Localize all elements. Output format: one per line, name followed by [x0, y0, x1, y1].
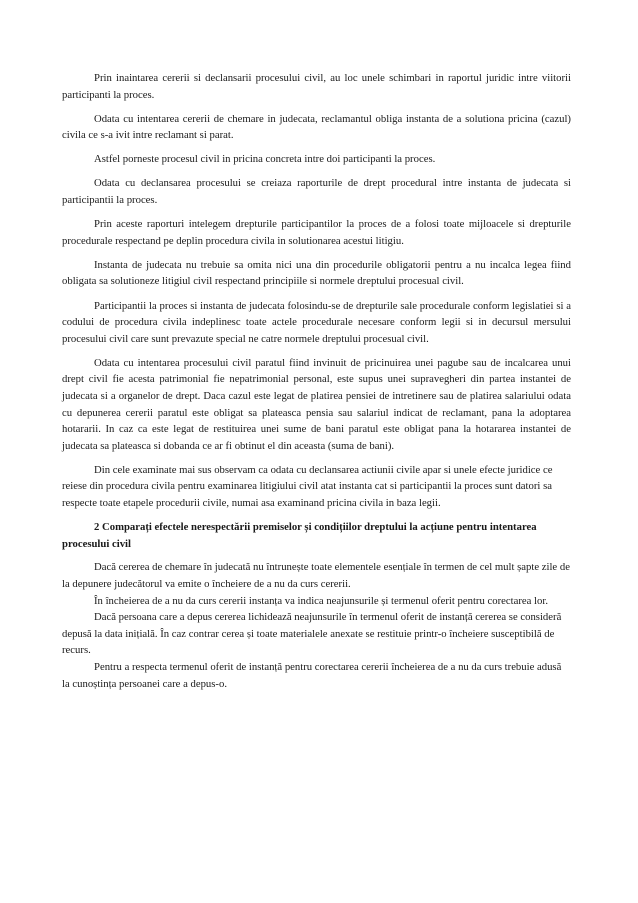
section-heading: 2 Comparați efectele nerespectării premiselor și condițiilor dreptului la acțiune pentru intentarea procesului civil [62, 521, 537, 550]
paragraph: Participantii la proces si instanta de judecata folosindu-se de drepturile sale procedurale conform legislatiei si a codului de procedura civila indeplinesc toate actele procedurale necesare conform legii si in decursul mersului procesului civil care sunt prevazute special ne catre normele dreptului procesual civil. [62, 299, 571, 345]
paragraph: Din cele examinate mai sus observam ca odata cu declansarea actiunii civile apar si unele efecte juridice ce reiese din procedura civila pentru examinarea litigiului civil atat instanta cat si participantii la proces sunt datori sa respecte toate etapele procedurii civile, numai asa examinand pricina civila in baza legii. [62, 463, 553, 510]
paragraph: Prin inaintarea cererii si declansarii procesului civil, au loc unele schimbari in raportul juridic intre viitorii participanti la proces. [62, 72, 571, 101]
paragraph: Pentru a respecta termenul oferit de instanță pentru corectarea cererii încheierea de a nu da curs trebuie adusă la cunoștința persoanei care a depus-o. [62, 660, 562, 690]
paragraph: Instanta de judecata nu trebuie sa omita nici una din procedurile obligatorii pentru a nu incalca legea fiind obligata sa solutioneze litigiul civil respectand principiile si normele dreptului procesual civil. [62, 258, 571, 288]
paragraph: Odata cu intentarea cererii de chemare in judecata, reclamantul obliga instanta de a solutiona pricina (cazul) civila ce s-a ivit intre reclamant si parat. [62, 112, 571, 142]
paragraph: În încheierea de a nu da curs cererii instanța va indica neajunsurile și termenul oferit pentru corectarea lor. [94, 594, 549, 607]
document-body [62, 70, 571, 692]
paragraph: Dacă persoana care a depus cererea lichidează neajunsurile în termenul oferit de instanță cererea se consideră depusă la data inițială. În caz contrar cerea și toate materialele anexate se restituie printr-o încheiere susceptibilă de recurs. [62, 611, 562, 657]
paragraph: Prin aceste raporturi intelegem drepturile participantilor la proces de a folosi toate mijloacele si drepturile procedurale respectand pe deplin procedura civila in solutionarea acestui litigiu. [62, 218, 571, 247]
paragraph: Odata cu intentarea procesului civil paratul fiind invinuit de pricinuirea unei pagube sau de incalcarea unui drept civil fie acesta patrimonial fie nepatrimonial personal, este supus unei supravegheri din partea instantei de judecata si a organelor de drept. Daca cazul este legat de platirea pensiei de intretinere sau de platirea salariului odata cu depunerea cererii paratul este obligat sa plateasca pensia sau salariul indicat de reclamant, pana la adoptarea hotararii. In caz ca este legat de restituirea unei sume de bani paratul este obligat pana la hotararea instantei de judecata sa plateasca si dobanda ce ar fi obtinut el din aceasta (suma de bani). [62, 356, 571, 452]
paragraph: Astfel porneste procesul civil in pricina concreta intre doi participanti la proces. [94, 153, 436, 166]
paragraph: Odata cu declansarea procesului se creiaza raporturile de drept procedural intre instanta de judecata si participantii la proces. [62, 177, 571, 207]
paragraph: Dacă cererea de chemare în judecată nu întrunește toate elementele esențiale în termen de cel mult șapte zile de la depunere judecătorul va emite o încheiere de a nu da curs cererii. [62, 561, 570, 590]
